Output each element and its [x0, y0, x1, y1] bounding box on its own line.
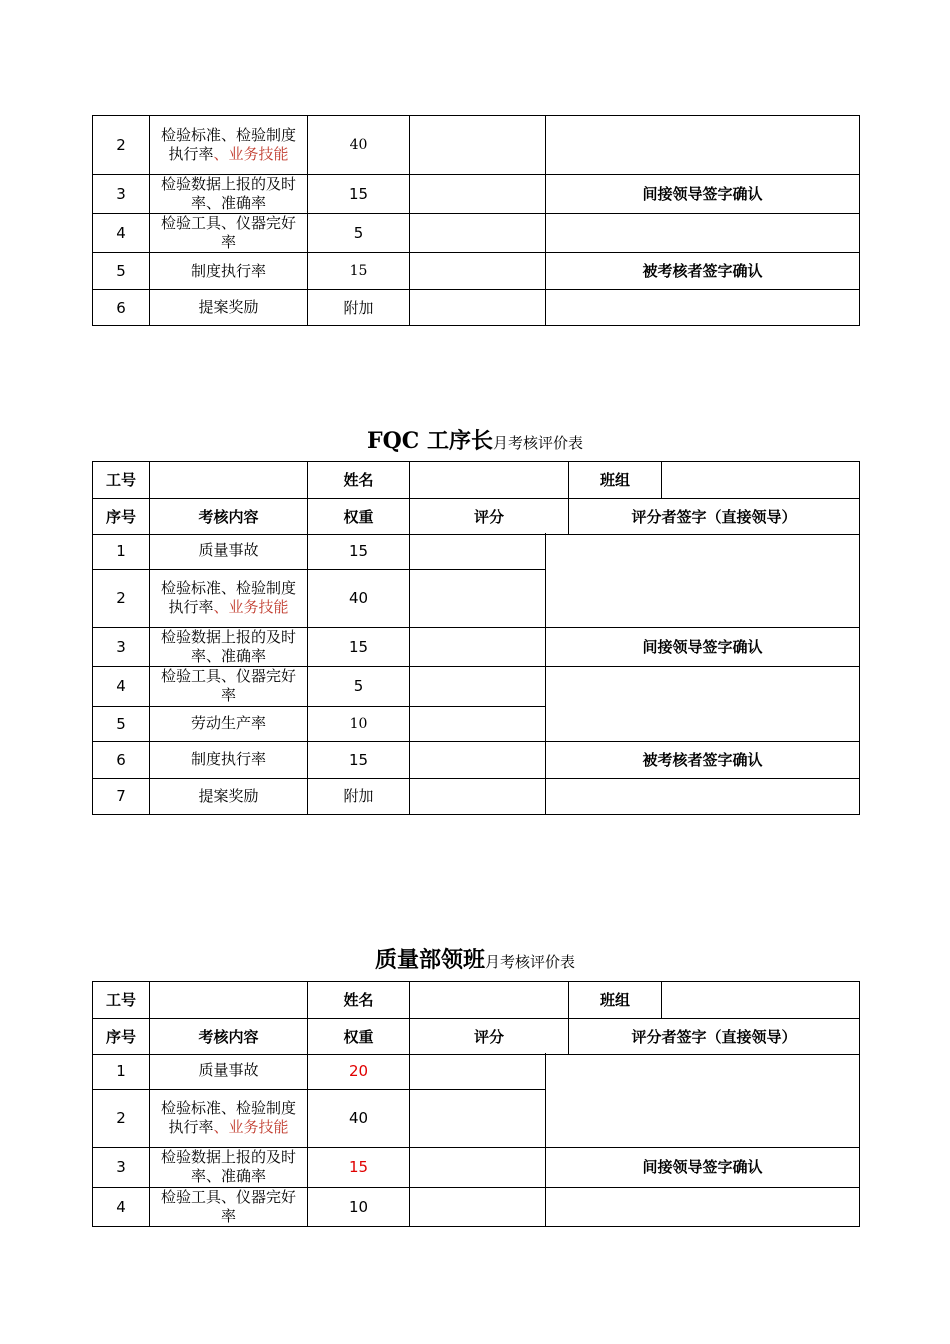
- score-cell[interactable]: [410, 1187, 546, 1226]
- weight-value: 附加: [308, 778, 410, 814]
- col-weight: 权重: [308, 499, 410, 535]
- form-title: FQC 工序长月考核评价表: [367, 428, 583, 454]
- weight-value: 5: [308, 214, 410, 253]
- indirect-leader-signature-label: 间接领导签字确认: [546, 1147, 860, 1187]
- assessment-content: 质量事故: [150, 1053, 308, 1089]
- name-label: 姓名: [308, 462, 410, 499]
- score-cell[interactable]: [410, 116, 546, 175]
- col-content: 考核内容: [150, 1019, 308, 1055]
- score-cell[interactable]: [410, 175, 546, 214]
- indirect-leader-signature-cell[interactable]: [546, 666, 860, 741]
- col-signer: 评分者签字（直接领导）: [569, 499, 860, 535]
- row-number: 5: [93, 253, 150, 290]
- table-row: [93, 214, 860, 253]
- weight-value: 15: [308, 627, 410, 666]
- table-row: [93, 666, 860, 706]
- weight-value: 40: [308, 116, 410, 175]
- employee-id-field[interactable]: [150, 982, 308, 1019]
- score-cell[interactable]: [410, 569, 546, 627]
- weight-value: 15: [308, 1147, 410, 1187]
- row-number: 1: [93, 1053, 150, 1089]
- row-number: 4: [93, 214, 150, 253]
- weight-value: 15: [308, 253, 410, 290]
- assessment-content: 质量事故: [150, 533, 308, 569]
- score-cell[interactable]: [410, 706, 546, 741]
- signature-cell[interactable]: [546, 290, 860, 326]
- score-cell[interactable]: [410, 214, 546, 253]
- weight-value: 15: [308, 741, 410, 778]
- col-score: 评分: [410, 1019, 569, 1055]
- header-row: [93, 462, 860, 499]
- weight-value: 40: [308, 1089, 410, 1147]
- examinee-signature-label: 被考核者签字确认: [546, 741, 860, 778]
- signature-cell[interactable]: [546, 116, 860, 175]
- table-row: [93, 290, 860, 326]
- team-label: 班组: [569, 462, 662, 499]
- score-cell[interactable]: [410, 1053, 546, 1089]
- employee-id-label: 工号: [93, 462, 150, 499]
- row-number: 3: [93, 627, 150, 666]
- table-row: [93, 1053, 860, 1089]
- assessment-content: 检验标准、检验制度执行率、业务技能: [150, 1089, 308, 1147]
- score-cell[interactable]: [410, 253, 546, 290]
- col-score: 评分: [410, 499, 569, 535]
- row-number: 2: [93, 569, 150, 627]
- name-label: 姓名: [308, 982, 410, 1019]
- table-row: [93, 741, 860, 778]
- weight-value: 10: [308, 1187, 410, 1226]
- row-number: 4: [93, 666, 150, 706]
- examinee-signature-label: 被考核者签字确认: [546, 253, 860, 290]
- assessment-content: 检验工具、仪器完好率: [150, 1187, 308, 1226]
- weight-value: 5: [308, 666, 410, 706]
- score-cell[interactable]: [410, 1089, 546, 1147]
- table-row: [93, 1147, 860, 1187]
- col-no: 序号: [93, 499, 150, 535]
- assessment-content: 检验数据上报的及时率、准确率: [150, 175, 308, 214]
- score-cell[interactable]: [410, 533, 546, 569]
- table-row: [93, 1187, 860, 1226]
- column-header-row: [93, 499, 860, 535]
- row-number: 4: [93, 1187, 150, 1226]
- row-number: 5: [93, 706, 150, 741]
- score-cell[interactable]: [410, 666, 546, 706]
- fqc-evaluation-table: [92, 461, 860, 535]
- score-cell[interactable]: [410, 741, 546, 778]
- indirect-leader-signature-cell[interactable]: [546, 1187, 860, 1226]
- weight-value: 40: [308, 569, 410, 627]
- weight-value: 附加: [308, 290, 410, 326]
- weight-value: 20: [308, 1053, 410, 1089]
- name-field[interactable]: [410, 462, 569, 499]
- row-number: 1: [93, 533, 150, 569]
- signature-cell[interactable]: [546, 214, 860, 253]
- direct-leader-signature-cell[interactable]: [546, 1053, 860, 1147]
- assessment-content: 提案奖励: [150, 290, 308, 326]
- score-cell[interactable]: [410, 290, 546, 326]
- row-number: 7: [93, 778, 150, 814]
- column-header-row: [93, 1019, 860, 1055]
- assessment-content: 检验工具、仪器完好率: [150, 214, 308, 253]
- table-row: [93, 533, 860, 569]
- team-field[interactable]: [662, 462, 860, 499]
- assessment-content: 制度执行率: [150, 253, 308, 290]
- assessment-content: 劳动生产率: [150, 706, 308, 741]
- quality-foreman-evaluation-body: [92, 1053, 860, 1227]
- team-label: 班组: [569, 982, 662, 1019]
- fqc-evaluation-body: [92, 533, 860, 815]
- table-row: [93, 778, 860, 814]
- row-number: 2: [93, 116, 150, 175]
- header-row: [93, 982, 860, 1019]
- col-content: 考核内容: [150, 499, 308, 535]
- table-row: [93, 627, 860, 666]
- direct-leader-signature-cell[interactable]: [546, 533, 860, 627]
- score-cell[interactable]: [410, 1147, 546, 1187]
- assessment-content: 检验标准、检验制度执行率、业务技能: [150, 116, 308, 175]
- form-title: 质量部领班月考核评价表: [374, 947, 576, 973]
- weight-value: 10: [308, 706, 410, 741]
- name-field[interactable]: [410, 982, 569, 1019]
- row-number: 3: [93, 175, 150, 214]
- employee-id-field[interactable]: [150, 462, 308, 499]
- evaluation-table-continued: [92, 115, 860, 326]
- indirect-leader-signature-label: 间接领导签字确认: [546, 627, 860, 666]
- col-weight: 权重: [308, 1019, 410, 1055]
- table-row: [93, 253, 860, 290]
- row-number: 6: [93, 741, 150, 778]
- table-row: [93, 116, 860, 175]
- score-cell[interactable]: [410, 627, 546, 666]
- assessment-content: 检验数据上报的及时率、准确率: [150, 627, 308, 666]
- weight-value: 15: [308, 533, 410, 569]
- table-row: [93, 175, 860, 214]
- row-number: 2: [93, 1089, 150, 1147]
- team-field[interactable]: [662, 982, 860, 1019]
- assessment-content: 提案奖励: [150, 778, 308, 814]
- assessment-content: 检验标准、检验制度执行率、业务技能: [150, 569, 308, 627]
- row-number: 6: [93, 290, 150, 326]
- col-no: 序号: [93, 1019, 150, 1055]
- employee-id-label: 工号: [93, 982, 150, 1019]
- assessment-content: 检验工具、仪器完好率: [150, 666, 308, 706]
- assessment-content: 制度执行率: [150, 741, 308, 778]
- col-signer: 评分者签字（直接领导）: [569, 1019, 860, 1055]
- examinee-signature-cell[interactable]: [546, 778, 860, 814]
- quality-foreman-evaluation-table: [92, 981, 860, 1055]
- indirect-leader-signature-label: 间接领导签字确认: [546, 175, 860, 214]
- weight-value: 15: [308, 175, 410, 214]
- assessment-content: 检验数据上报的及时率、准确率: [150, 1147, 308, 1187]
- row-number: 3: [93, 1147, 150, 1187]
- score-cell[interactable]: [410, 778, 546, 814]
